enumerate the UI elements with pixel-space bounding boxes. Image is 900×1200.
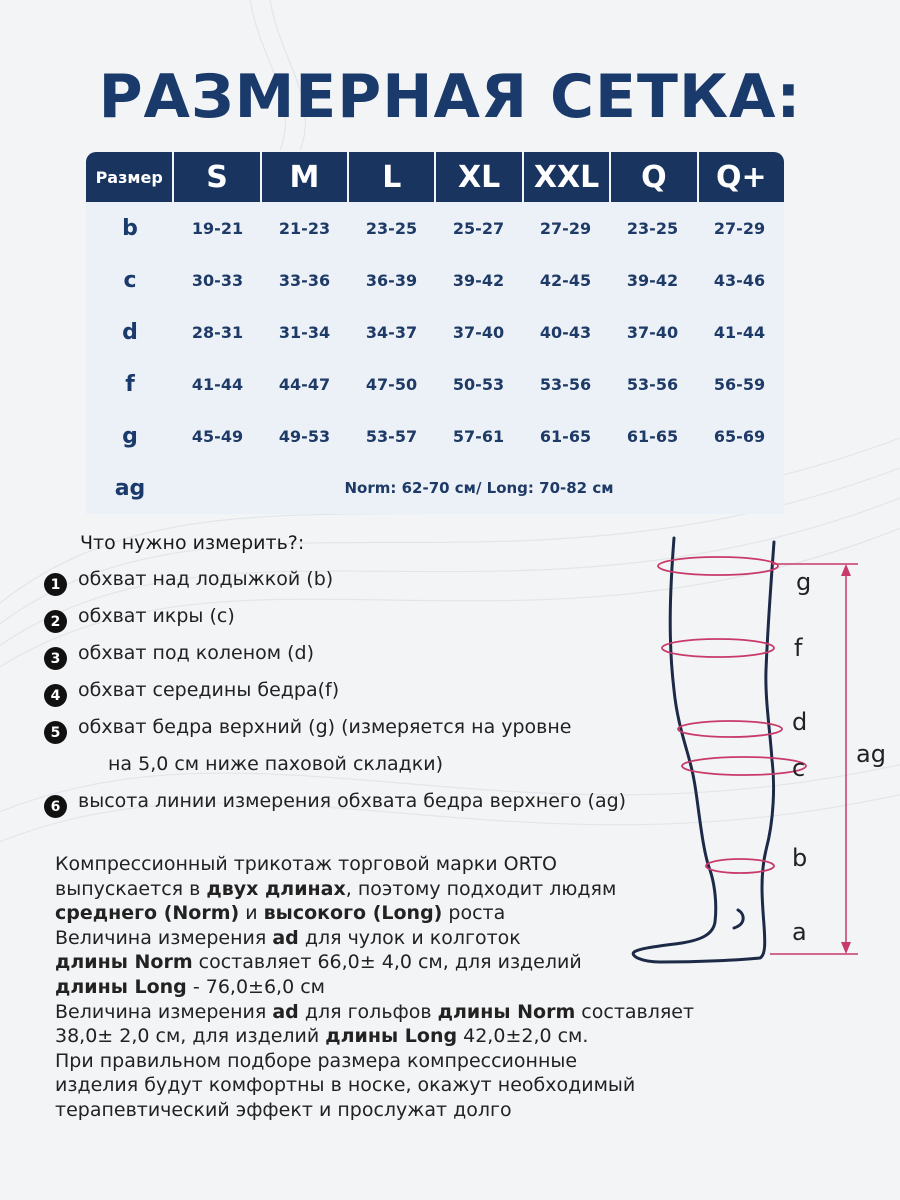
number-badge: 1: [44, 573, 67, 596]
table-row: [86, 358, 784, 410]
ring-f: [662, 639, 774, 657]
info-bold: ad: [272, 926, 299, 949]
size-table-body: [86, 202, 784, 514]
table-cell: 23-25: [626, 218, 679, 238]
table-cell: 65-69: [713, 426, 766, 446]
table-cell: 28-31: [191, 322, 244, 342]
info-line: [55, 1073, 755, 1098]
info-text: терапевтический эффект и прослужат долго: [55, 1098, 512, 1121]
info-text: составляет 66,0± 4,0 см, для изделий: [192, 951, 582, 974]
ring-c: [682, 757, 806, 775]
info-bold: высокого (Long): [263, 902, 443, 925]
info-bold: ad: [272, 1000, 299, 1023]
table-cell: 49-53: [278, 426, 331, 446]
label-d: d: [792, 708, 808, 736]
table-cell: 23-25: [365, 218, 418, 238]
table-cell: 47-50: [365, 374, 418, 394]
table-cell: 53-56: [626, 374, 679, 394]
table-cell: 53-56: [539, 374, 592, 394]
leg-outline: [633, 538, 774, 962]
number-badge: 5: [44, 721, 67, 744]
header-size: L: [349, 152, 436, 202]
number-badge: 4: [44, 684, 67, 707]
info-text: Величина измерения: [55, 926, 273, 949]
header-size: M: [262, 152, 349, 202]
info-text: выпускается в: [55, 877, 207, 900]
ring-g: [658, 557, 778, 575]
table-cell: 41-44: [191, 374, 244, 394]
number-badge: 2: [44, 610, 67, 633]
table-cell: 45-49: [191, 426, 244, 446]
table-cell: 37-40: [452, 322, 505, 342]
list-item-text: обхват бедра верхний (g) (измеряется на уровне: [78, 716, 572, 738]
info-text: изделия будут комфортны в носке, окажут необходимый: [55, 1074, 636, 1097]
info-text: 38,0± 2,0 см, для изделий: [55, 1025, 326, 1048]
header-corner: Размер: [86, 152, 174, 202]
table-row: [86, 306, 784, 358]
number-badge: 6: [44, 795, 67, 818]
table-cell: 33-36: [278, 270, 331, 290]
table-cell: 57-61: [452, 426, 505, 446]
list-item-text: обхват середины бедра(f): [78, 679, 340, 701]
table-cell: 37-40: [626, 322, 679, 342]
page-title: РАЗМЕРНАЯ СЕТКА:: [98, 62, 802, 132]
info-line: [55, 1049, 755, 1074]
table-cell: 39-42: [626, 270, 679, 290]
ag-value: Norm: 62-70 см/ Long: 70-82 см: [344, 479, 614, 497]
row-label: c: [123, 267, 137, 293]
info-text: , поэтому подходит людям: [345, 877, 617, 900]
table-row: [86, 254, 784, 306]
header-size: S: [174, 152, 261, 202]
info-text: При правильном подборе размера компрессионные: [55, 1049, 578, 1072]
info-bold: длины Long: [55, 975, 187, 998]
info-text: - 76,0±6,0 см: [186, 975, 325, 998]
header-size: XL: [436, 152, 523, 202]
table-cell: 30-33: [191, 270, 244, 290]
info-bold: длины Norm: [437, 1000, 576, 1023]
table-cell: 27-29: [539, 218, 592, 238]
label-c: c: [792, 754, 806, 782]
info-text: Компрессионный трикотаж торговой марки ORTO: [55, 853, 557, 875]
list-item-text: обхват под коленом (d): [78, 642, 314, 664]
info-line: [55, 1000, 755, 1025]
info-text: для чулок и колготок: [298, 926, 521, 949]
table-cell: 40-43: [539, 322, 592, 342]
table-cell: 39-42: [452, 270, 505, 290]
info-text: и: [239, 902, 264, 925]
table-cell: 19-21: [191, 218, 244, 238]
table-row-ag: [86, 462, 784, 514]
table-cell: 56-59: [713, 374, 766, 394]
ring-d: [678, 721, 782, 737]
measure-rings: [658, 557, 806, 873]
list-item-continuation: на 5,0 см ниже паховой складки): [108, 753, 444, 775]
table-row: [86, 410, 784, 462]
label-a: a: [792, 918, 807, 946]
list-item-text: обхват икры (c): [78, 605, 235, 627]
row-label: d: [122, 319, 138, 345]
table-cell: 31-34: [278, 322, 331, 342]
info-text: Величина измерения: [55, 1000, 273, 1023]
info-line: [55, 1098, 755, 1123]
info-bold: длины Long: [325, 1025, 458, 1048]
row-label: g: [122, 423, 138, 449]
table-cell: 61-65: [626, 426, 679, 446]
table-cell: 61-65: [539, 426, 592, 446]
table-cell: 50-53: [452, 374, 505, 394]
table-cell: 43-46: [713, 270, 766, 290]
size-table-header: [86, 152, 784, 202]
table-cell: 53-57: [365, 426, 418, 446]
label-g: g: [796, 568, 812, 596]
label-b: b: [792, 844, 808, 872]
list-item-text: обхват над лодыжкой (b): [78, 568, 334, 590]
table-cell: 44-47: [278, 374, 331, 394]
row-label: ag: [114, 475, 146, 501]
leg-diagram: [620, 530, 900, 970]
info-bold: длины Norm: [55, 951, 193, 974]
label-f: f: [794, 634, 803, 662]
table-cell: 36-39: [365, 270, 418, 290]
row-label: f: [125, 371, 135, 397]
info-text: составляет: [575, 1000, 695, 1023]
info-text: 42,0±2,0 см.: [457, 1025, 589, 1048]
table-cell: 21-23: [278, 218, 331, 238]
measure-title: Что нужно измерить?:: [80, 532, 305, 554]
info-bold: среднего (Norm): [55, 902, 240, 925]
table-cell: 25-27: [452, 218, 505, 238]
header-size: Q: [611, 152, 698, 202]
row-label: b: [122, 215, 138, 241]
header-size: XXL: [524, 152, 611, 202]
info-line: [55, 975, 755, 1000]
table-cell: 42-45: [539, 270, 592, 290]
size-table: [86, 152, 784, 514]
info-line: [55, 1024, 755, 1049]
info-bold: двух длинах: [206, 877, 346, 900]
table-cell: 27-29: [713, 218, 766, 238]
list-item-text: высота линии измерения обхвата бедра верхнего (ag): [78, 790, 627, 812]
table-cell: 34-37: [365, 322, 418, 342]
header-size: Q+: [715, 159, 767, 195]
info-text: для гольфов: [298, 1000, 438, 1023]
info-text: роста: [442, 902, 506, 925]
label-ag: ag: [856, 740, 886, 768]
table-row: [86, 202, 784, 254]
number-badge: 3: [44, 647, 67, 670]
table-cell: 41-44: [713, 322, 766, 342]
